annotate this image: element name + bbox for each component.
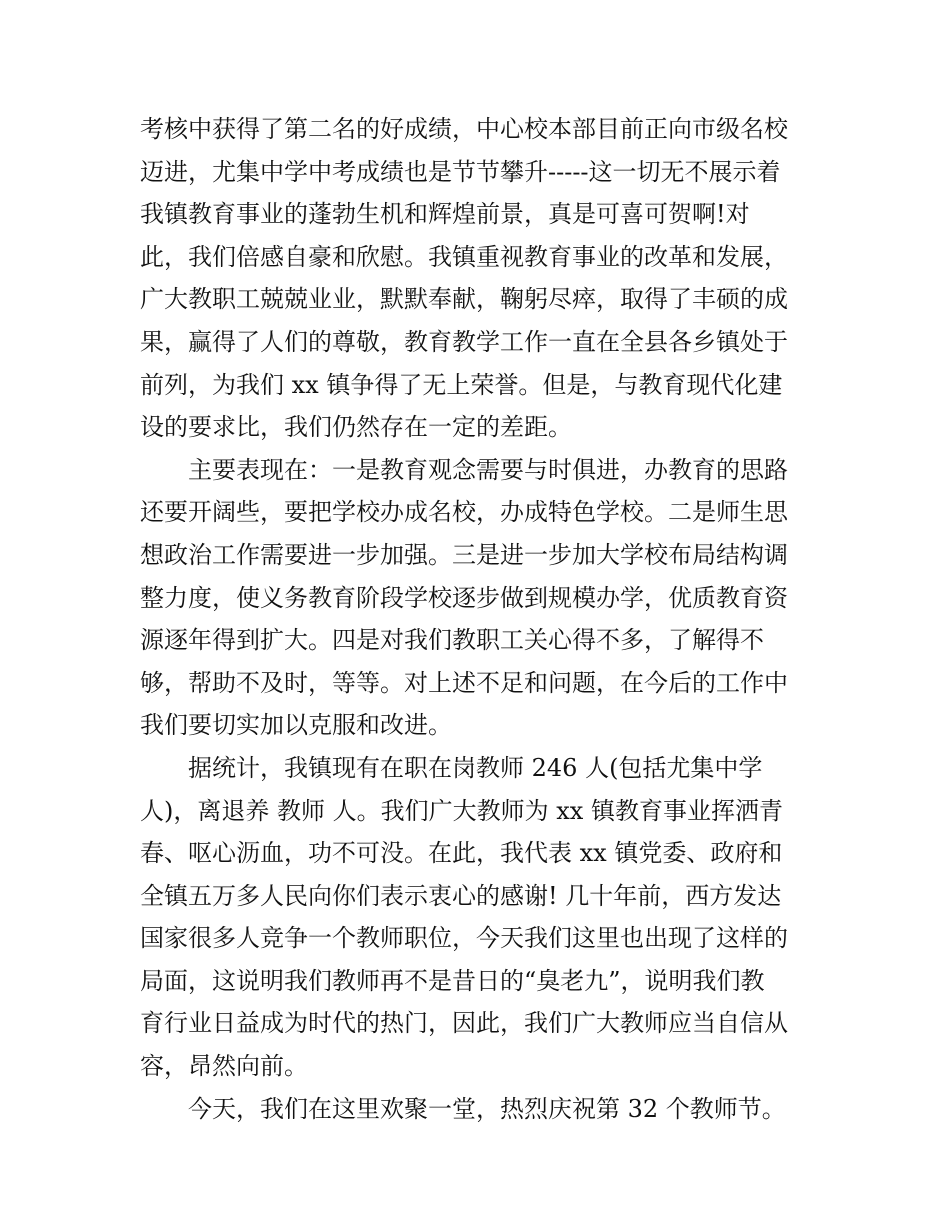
text-line: 前列，为我们 xx 镇争得了无上荣誉。但是，与教育现代化建 <box>140 370 783 399</box>
text-line: 我镇教育事业的蓬勃生机和辉煌前景，真是可喜可贺啊!对 <box>140 200 750 229</box>
text-line: 人)，离退养 教师 人。我们广大教师为 xx 镇教育事业挥洒青 <box>140 796 783 825</box>
text-line: 整力度，使义务教育阶段学校逐步做到规模办学，优质教育资 <box>140 583 788 612</box>
text-line: 局面，这说明我们教师再不是昔日的“臭老九”，说明我们教 <box>140 966 765 995</box>
text-line: 广大教职工兢兢业业，默默奉献，鞠躬尽瘁，取得了丰硕的成 <box>140 285 788 314</box>
text-line: 育行业日益成为时代的热门，因此，我们广大教师应当自信从 <box>140 1009 788 1038</box>
paragraph-first-line: 今天，我们在这里欢聚一堂，热烈庆祝第 32 个教师节。 <box>188 1094 786 1123</box>
document-body <box>140 108 820 1130</box>
text-line: 全镇五万多人民向你们表示衷心的感谢! 几十年前，西方发达 <box>140 881 782 910</box>
paragraph-first-line: 据统计，我镇现有在职在岗教师 246 人(包括尤集中学 <box>188 753 763 782</box>
text-line: 我们要切实加以克服和改进。 <box>140 711 452 740</box>
text-line: 还要开阔些，要把学校办成名校，办成特色学校。二是师生思 <box>140 498 788 527</box>
paragraph-first-line: 主要表现在：一是教育观念需要与时俱进，办教育的思路 <box>188 455 788 484</box>
text-line: 够，帮助不及时，等等。对上述不足和问题，在今后的工作中 <box>140 668 788 697</box>
text-line: 源逐年得到扩大。四是对我们教职工关心得不多，了解得不 <box>140 626 764 655</box>
text-line: 迈进，尤集中学中考成绩也是节节攀升-----这一切无不展示着 <box>140 157 781 186</box>
text-line: 考核中获得了第二名的好成绩，中心校本部目前正向市级名校 <box>140 115 788 143</box>
text-line: 春、呕心沥血，功不可没。在此，我代表 xx 镇党委、政府和 <box>140 839 783 868</box>
text-line: 想政治工作需要进一步加强。三是进一步加大学校布局结构调 <box>140 540 788 569</box>
text-line: 设的要求比，我们仍然存在一定的差距。 <box>140 413 572 442</box>
text-line: 此，我们倍感自豪和欣慰。我镇重视教育事业的改革和发展， <box>140 242 788 271</box>
text-line: 容，昂然向前。 <box>140 1052 308 1081</box>
text-line: 果，赢得了人们的尊敬，教育教学工作一直在全县各乡镇处于 <box>140 327 788 356</box>
text-line: 国家很多人竞争一个教师职位，今天我们这里也出现了这样的 <box>140 924 788 953</box>
